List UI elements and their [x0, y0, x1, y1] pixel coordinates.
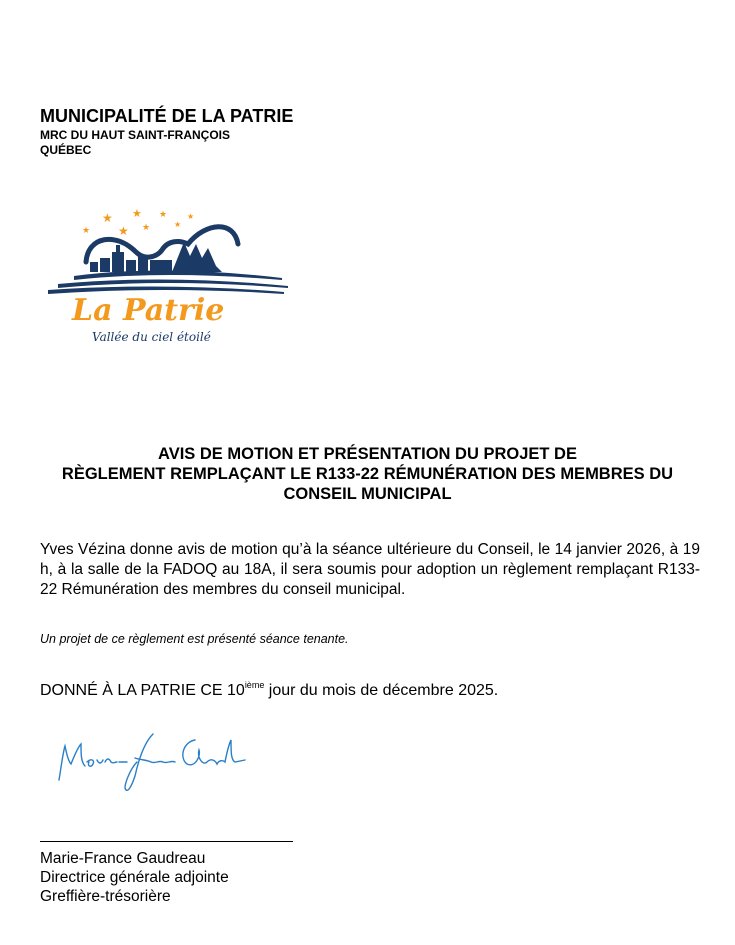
- handwritten-signature: [55, 728, 255, 798]
- svg-text:★: ★: [102, 211, 113, 225]
- signatory-title: Directrice générale adjointe: [40, 869, 229, 886]
- svg-text:★: ★: [174, 220, 182, 229]
- given-statement: [40, 680, 498, 700]
- logo-wordmark: La Patrie: [72, 293, 225, 328]
- notice-title: [30, 444, 705, 504]
- signatory-role: Greffière-trésorière: [40, 888, 171, 905]
- signatory-name: Marie-France Gaudreau: [40, 850, 206, 867]
- svg-text:★: ★: [82, 225, 91, 235]
- svg-text:★: ★: [132, 208, 142, 220]
- la-patrie-logo: [44, 200, 294, 350]
- given-prefix: DONNÉ À LA PATRIE CE 10: [40, 682, 245, 699]
- province-name: QUÉBEC: [40, 143, 92, 157]
- svg-text:★: ★: [187, 212, 195, 221]
- svg-text:★: ★: [118, 224, 129, 238]
- title-line: AVIS DE MOTION ET PRÉSENTATION DU PROJET DE: [158, 445, 577, 463]
- municipality-name: MUNICIPALITÉ DE LA PATRIE: [40, 106, 294, 126]
- notice-note: Un projet de ce règlement est présenté séance tenante.: [40, 632, 349, 646]
- notice-body: Yves Vézina donne avis de motion qu’à la séance ultérieure du Conseil, le 14 janvier 2026, à 19 h, à la salle de la FADOQ au 18A, il sera soumis pour adoption un règlement remplaçant R133-22 Rémunération des membres du conseil municipal.: [40, 541, 700, 598]
- title-line: CONSEIL MUNICIPAL: [283, 485, 452, 503]
- svg-text:★: ★: [159, 209, 168, 219]
- svg-text:★: ★: [142, 222, 151, 232]
- given-ordinal: ième: [244, 680, 265, 690]
- logo-tagline: Vallée du ciel étoilé: [92, 330, 211, 344]
- given-suffix: jour du mois de décembre 2025.: [264, 682, 499, 699]
- logo-graphic: [44, 200, 294, 350]
- title-line: RÈGLEMENT REMPLAÇANT LE R133-22 RÉMUNÉRATION DES MEMBRES DU: [61, 465, 674, 483]
- signature-line: [40, 841, 293, 842]
- star-icons: [82, 208, 194, 238]
- mrc-name: MRC DU HAUT SAINT-FRANÇOIS: [40, 128, 230, 142]
- signatory-block: [40, 849, 229, 906]
